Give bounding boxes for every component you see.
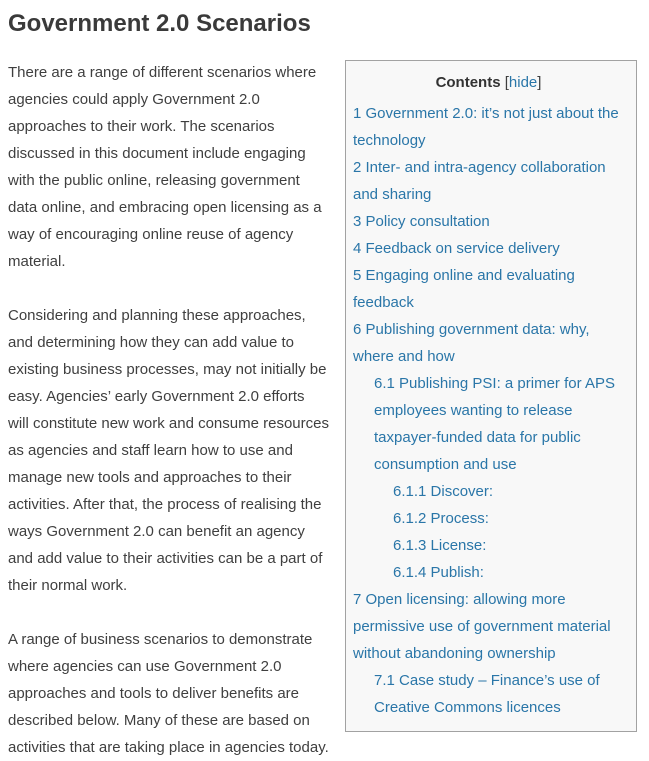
paragraph-scenarios: A range of business scenarios to demonstrate where agencies can use Government 2.0 approaches and tools to deliver benefits are described below. Many of these are based on activities that are taking place in agencies today.: [8, 630, 329, 756]
toc-toggle-bracket-open: [: [504, 73, 509, 91]
toc-link[interactable]: 2 Inter- and intra-agency collaboration and sharing: [353, 158, 606, 203]
toc-item: [353, 208, 624, 235]
toc-hide-link[interactable]: hide: [508, 73, 538, 91]
contents-title: Contents: [435, 73, 501, 91]
toc-link[interactable]: 7 Open licensing: allowing more permissive use of government material without abandoning ownership: [353, 590, 611, 662]
toc-link[interactable]: 6.1 Publishing PSI: a primer for APS employees wanting to release taxpayer-funded data for public consumption and use: [374, 374, 615, 473]
toc-link[interactable]: 4 Feedback on service delivery: [353, 239, 560, 257]
toc-item: [393, 532, 624, 559]
contents-header: [353, 69, 624, 96]
toc-link[interactable]: 6.1.4 Publish:: [393, 563, 484, 581]
toc-item: [393, 559, 624, 586]
toc-link[interactable]: 5 Engaging online and evaluating feedback: [353, 266, 575, 311]
toc-link[interactable]: 1 Government 2.0: it’s not just about the technology: [353, 104, 619, 149]
toc-item: [353, 316, 624, 370]
toc-item: [353, 262, 624, 316]
toc-item: [353, 235, 624, 262]
page-title: Government 2.0 Scenarios: [8, 10, 311, 37]
toc-item: [353, 586, 624, 667]
toc-item: [393, 505, 624, 532]
paragraph-planning: Considering and planning these approaches, and determining how they can add value to existing business processes, may not initially be easy. Agencies’ early Government 2.0 efforts will constitute new work and consume resources as agencies and staff learn how to use and manage new tools and approaches to their activities. After that, the process of realising the ways Government 2.0 can benefit an agency and add value to their activities can be a part of their normal work.: [8, 306, 329, 594]
toc-link[interactable]: 6 Publishing government data: why, where and how: [353, 320, 590, 365]
toc-link[interactable]: 3 Policy consultation: [353, 212, 490, 230]
toc-link[interactable]: 6.1.1 Discover:: [393, 482, 494, 500]
toc-toggle-bracket-close: ]: [537, 73, 542, 91]
toc-link[interactable]: 7.1 Case study – Finance’s use of Creative Commons licences: [374, 671, 600, 716]
toc-item: [393, 478, 624, 505]
contents-box: [345, 60, 637, 732]
toc-item: [353, 154, 624, 208]
toc-item: [374, 370, 624, 478]
toc-list: [353, 100, 624, 721]
article-body: [8, 59, 637, 761]
toc-link[interactable]: 6.1.3 License:: [393, 536, 487, 554]
toc-link[interactable]: 6.1.2 Process:: [393, 509, 489, 527]
paragraph-intro: There are a range of different scenarios where agencies could apply Government 2.0 approaches to their work. The scenarios discussed in this document include engaging with the public online, releasing government data online, and embracing open licensing as a way of encouraging online reuse of agency material.: [8, 63, 322, 270]
toc-item: [374, 667, 624, 721]
toc-item: [353, 100, 624, 154]
toc-toggle: [505, 74, 542, 91]
